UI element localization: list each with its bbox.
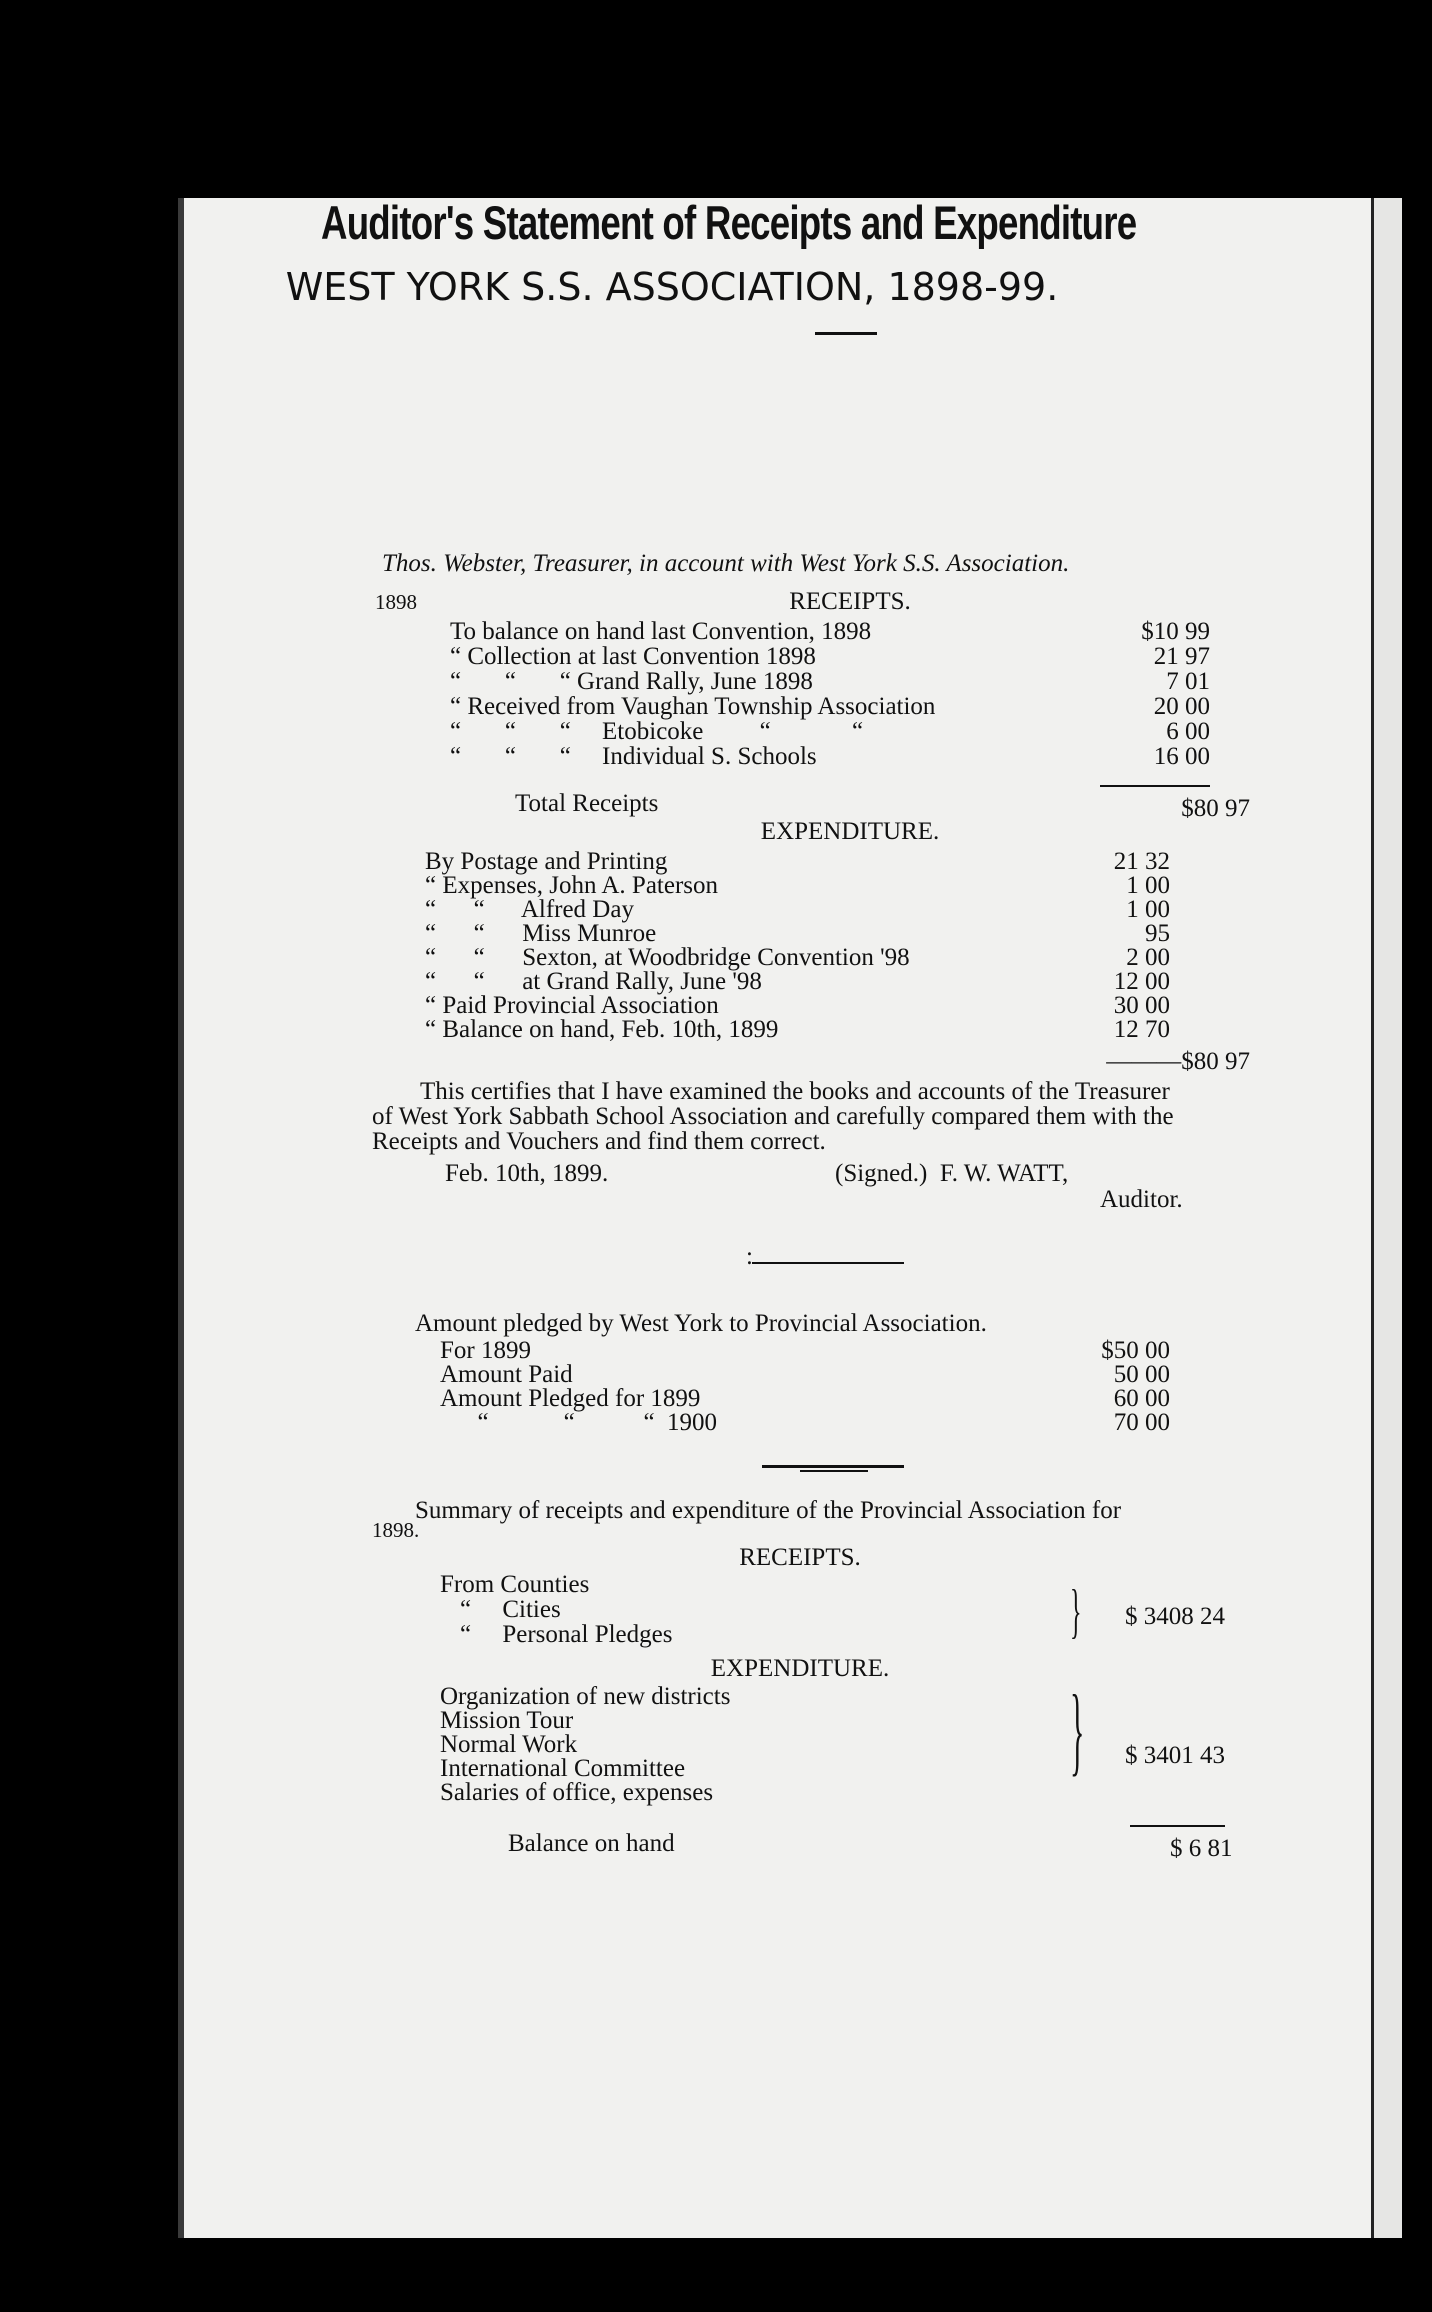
receipt-amount: 7 01 [1166, 668, 1210, 695]
account-line: Thos. Webster, Treasurer, in account with West York S.S. Association. [382, 550, 1070, 577]
expenditure-total: ———$80 97 [1106, 1048, 1250, 1075]
divider [762, 1465, 904, 1468]
summary-line: 1898. [372, 1518, 420, 1542]
expenditure-amount: 1 00 [1126, 872, 1170, 899]
expenditure-amount: 12 70 [1113, 1016, 1170, 1043]
pledge-amount: 70 00 [1113, 1409, 1170, 1436]
divider-mark: : [746, 1243, 753, 1270]
expenditure-amount: 30 00 [1113, 992, 1170, 1019]
receipt-amount: 16 00 [1153, 743, 1210, 770]
prov-receipt-label: “ Personal Pledges [460, 1621, 673, 1648]
pledge-amount: $50 00 [1101, 1337, 1170, 1364]
receipt-amount: $10 99 [1141, 618, 1210, 645]
total-receipts-amount: $80 97 [1181, 795, 1250, 822]
divider [815, 332, 877, 335]
pledge-label: Amount Paid [440, 1361, 573, 1388]
prov-expenditure-label: International Committee [440, 1755, 686, 1782]
prov-receipts-heading: RECEIPTS. [739, 1544, 861, 1571]
prov-expenditure-heading: EXPENDITURE. [710, 1655, 890, 1682]
expenditure-amount: 1 00 [1126, 896, 1170, 923]
signature-line: (Signed.) F. W. WATT, [835, 1160, 1069, 1187]
prov-expenditure-total: $ 3401 43 [1125, 1742, 1225, 1769]
prov-receipt-label: From Counties [440, 1571, 590, 1598]
expenditure-label: “ Paid Provincial Association [425, 992, 719, 1019]
receipt-label: “ Received from Vaughan Township Association [450, 693, 936, 720]
receipts-heading: RECEIPTS. [789, 588, 911, 615]
divider [800, 1470, 868, 1472]
prov-expenditure-label: Organization of new districts [440, 1683, 731, 1710]
receipt-label: “ “ “ Individual S. Schools [450, 743, 817, 770]
expenditure-label: “ “ Miss Munroe [425, 920, 657, 947]
pledge-amount: 50 00 [1113, 1361, 1170, 1388]
expenditure-label: “ “ Alfred Day [425, 896, 634, 923]
expenditure-amount: 95 [1145, 920, 1170, 947]
year-label: 1898 [375, 590, 417, 614]
certification-line: This certifies that I have examined the books and accounts of the Treasurer [420, 1078, 1170, 1105]
prov-receipt-label: “ Cities [460, 1596, 561, 1623]
expenditure-label: “ “ Sexton, at Woodbridge Convention '98 [425, 944, 910, 971]
balance-label: Balance on hand [508, 1830, 675, 1857]
certification-line: of West York Sabbath School Association and carefully compared them with the [372, 1103, 1174, 1130]
pledge-label: For 1899 [440, 1337, 531, 1364]
expenditure-amount: 2 00 [1126, 944, 1170, 971]
receipt-label: “ “ “ Etobicoke “ “ [450, 718, 864, 745]
pledge-label: Amount Pledged for 1899 [440, 1385, 701, 1412]
auditor-title: Auditor. [1100, 1186, 1183, 1213]
prov-expenditure-label: Salaries of office, expenses [440, 1779, 714, 1806]
expenditure-label: “ Balance on hand, Feb. 10th, 1899 [425, 1016, 779, 1043]
prov-receipts-total: $ 3408 24 [1125, 1603, 1225, 1630]
page-title: Auditor's Statement of Receipts and Expenditure [321, 196, 1137, 249]
expenditure-heading: EXPENDITURE. [760, 818, 940, 845]
receipt-amount: 20 00 [1153, 693, 1210, 720]
expenditure-amount: 12 00 [1113, 968, 1170, 995]
receipt-amount: 6 00 [1166, 718, 1210, 745]
receipt-label: “ “ “ Grand Rally, June 1898 [450, 668, 813, 695]
prov-expenditure-label: Mission Tour [440, 1707, 574, 1734]
page-subtitle: WEST YORK S.S. ASSOCIATION, 1898-99. [285, 265, 1059, 309]
divider [1130, 1825, 1225, 1827]
certification-date: Feb. 10th, 1899. [445, 1160, 609, 1187]
summary-line: Summary of receipts and expenditure of the Provincial Association for [415, 1497, 1122, 1524]
pledge-amount: 60 00 [1113, 1385, 1170, 1412]
receipt-label: “ Collection at last Convention 1898 [450, 643, 816, 670]
receipt-label: To balance on hand last Convention, 1898 [450, 618, 872, 645]
pledge-label: “ “ “ 1900 [440, 1409, 718, 1436]
expenditure-label: “ “ at Grand Rally, June '98 [425, 968, 762, 995]
brace-icon: } [1070, 1674, 1085, 1785]
brace-icon: } [1070, 1578, 1082, 1644]
divider [1100, 785, 1210, 787]
expenditure-label: By Postage and Printing [425, 848, 668, 875]
prov-expenditure-label: Normal Work [440, 1731, 578, 1758]
balance-amount: $ 6 81 [1170, 1835, 1233, 1862]
expenditure-label: “ Expenses, John A. Paterson [425, 872, 719, 899]
receipt-amount: 21 97 [1153, 643, 1210, 670]
divider [752, 1262, 904, 1264]
expenditure-amount: 21 32 [1113, 848, 1170, 875]
total-receipts-label: Total Receipts [515, 790, 659, 817]
document-page [178, 198, 1374, 2238]
certification-line: Receipts and Vouchers and find them correct. [372, 1128, 826, 1155]
pledge-heading: Amount pledged by West York to Provincial Association. [415, 1310, 987, 1337]
